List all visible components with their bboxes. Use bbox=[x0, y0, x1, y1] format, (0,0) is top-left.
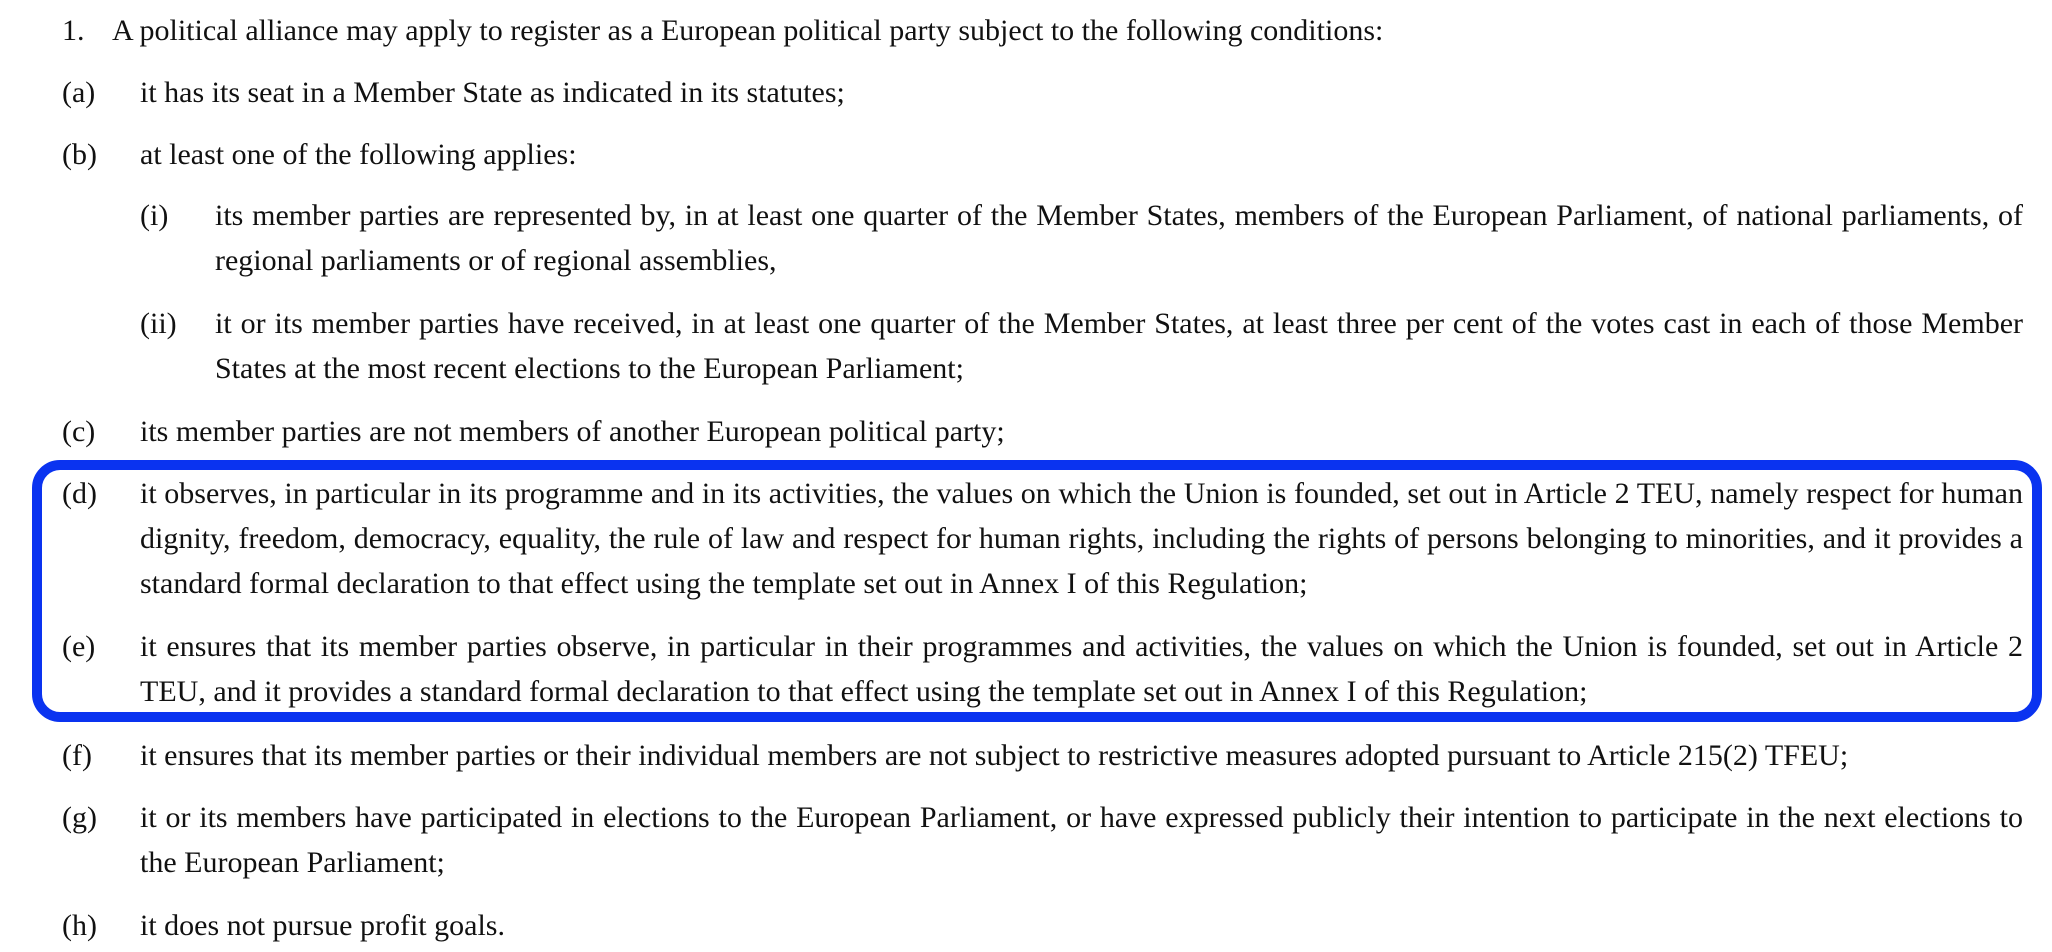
condition-label-e: (e) bbox=[62, 630, 96, 663]
condition-label-a: (a) bbox=[62, 76, 96, 109]
condition-label-d: (d) bbox=[62, 477, 97, 510]
condition-text-a: it has its seat in a Member State as indicated in its statutes; bbox=[140, 76, 845, 109]
condition-text-d: it observes, in particular in its programme and in its activities, the values on which the Union is founded, set out in Article 2 TEU, namely respect for human dignity, freedom, democracy, equality, the rule of law and respect for human rights, including the rights of persons belonging to minorities, and it provides a standard formal declaration to that effect using the template set out in Annex I of this Regulation; bbox=[140, 477, 2023, 600]
subcondition-label-ii: (ii) bbox=[140, 307, 177, 340]
condition-text-g: it or its members have participated in elections to the European Parliament, or have expressed publicly their intention to participate in the next elections to the European Parliament; bbox=[140, 801, 2023, 879]
subcondition-text-i: its member parties are represented by, in at least one quarter of the Member States, members of the European Parliament, of national parliaments, of regional parliaments or of regional assemblies, bbox=[215, 199, 2023, 277]
paragraph-intro: A political alliance may apply to register as a European political party subject to the following conditions: bbox=[112, 14, 1384, 47]
condition-label-g: (g) bbox=[62, 801, 97, 834]
subcondition-text-ii: it or its member parties have received, in at least one quarter of the Member States, at least three per cent of the votes cast in each of those Member States at the most recent elections to the European Parliament; bbox=[215, 307, 2023, 385]
condition-text-c: its member parties are not members of another European political party; bbox=[140, 415, 1005, 448]
condition-text-b: at least one of the following applies: bbox=[140, 138, 577, 171]
condition-label-h: (h) bbox=[62, 909, 97, 942]
condition-label-f: (f) bbox=[62, 739, 92, 772]
subcondition-label-i: (i) bbox=[140, 199, 169, 232]
condition-label-c: (c) bbox=[62, 415, 96, 448]
paragraph-number: 1. bbox=[62, 14, 85, 47]
condition-text-f: it ensures that its member parties or their individual members are not subject to restrictive measures adopted pursuant to Article 215(2) TFEU; bbox=[140, 739, 1849, 772]
condition-label-b: (b) bbox=[62, 138, 97, 171]
condition-text-h: it does not pursue profit goals. bbox=[140, 909, 505, 942]
condition-text-e: it ensures that its member parties observe, in particular in their programmes and activities, the values on which the Union is founded, set out in Article 2 TEU, and it provides a standard formal declaration to that effect using the template set out in Annex I of this Regulation; bbox=[140, 630, 2023, 708]
